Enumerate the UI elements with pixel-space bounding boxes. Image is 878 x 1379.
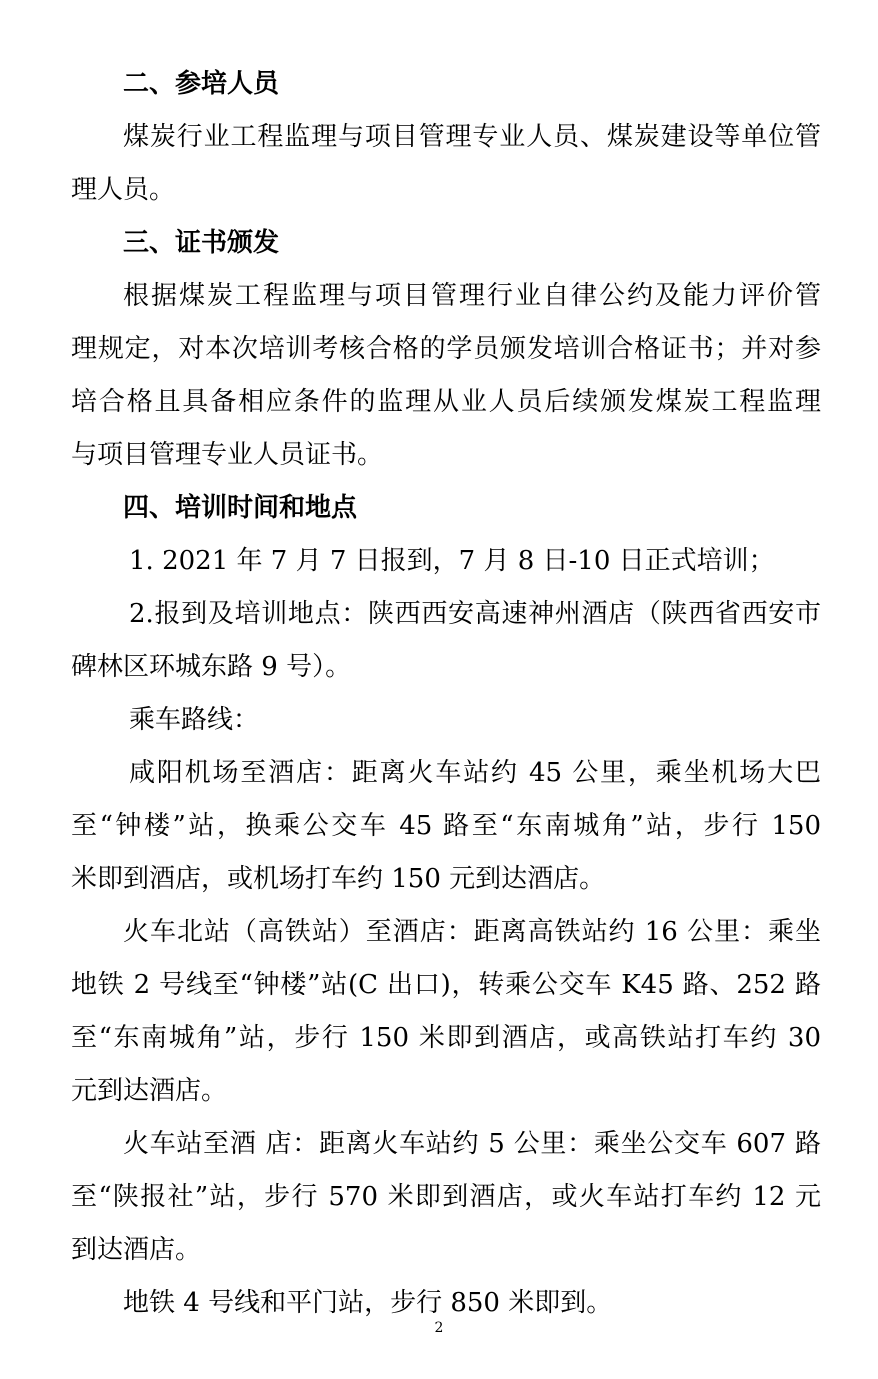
section-heading-certificate: 三、证书颁发 <box>123 228 280 258</box>
section-heading-participants: 二、参培人员 <box>123 69 280 99</box>
paragraph-line: 至“东南城角”站，步行 150 米即到酒店，或高铁站打车约 30 <box>71 1023 821 1053</box>
route-metro: 地铁 4 号线和平门站，步行 850 米即到。 <box>123 1288 613 1318</box>
paragraph-line: 根据煤炭工程监理与项目管理行业自律公约及能力评价管 <box>123 281 821 311</box>
page-number: 2 <box>434 1320 444 1336</box>
route-airport: 咸阳机场至酒店：距离火车站约 45 公里，乘坐机场大巴 <box>129 758 821 788</box>
paragraph-line: 煤炭行业工程监理与项目管理专业人员、煤炭建设等单位管 <box>123 122 821 152</box>
paragraph-line: 地铁 2 号线至“钟楼”站(C 出口)，转乘公交车 K45 路、252 路 <box>71 970 821 1000</box>
paragraph-line: 至“陕报社”站，步行 570 米即到酒店，或火车站打车约 12 元 <box>71 1182 821 1212</box>
paragraph-line: 理规定，对本次培训考核合格的学员颁发培训合格证书；并对参 <box>71 334 821 364</box>
paragraph-line: 培合格且具备相应条件的监理从业人员后续颁发煤炭工程监理 <box>71 387 821 417</box>
route-title: 乘车路线： <box>129 705 260 735</box>
route-north-station: 火车北站（高铁站）至酒店：距离高铁站约 16 公里：乘坐 <box>123 917 821 947</box>
paragraph-line: 与项目管理专业人员证书。 <box>71 440 384 470</box>
section-heading-time-place: 四、培训时间和地点 <box>123 493 358 523</box>
list-item-date: 1. 2021 年 7 月 7 日报到，7 月 8 日-10 日正式培训； <box>129 546 775 576</box>
paragraph-line: 至“钟楼”站，换乘公交车 45 路至“东南城角”站，步行 150 <box>71 811 821 841</box>
paragraph-line: 米即到酒店，或机场打车约 150 元到达酒店。 <box>71 864 606 894</box>
list-item-location: 2.报到及培训地点：陕西西安高速神州酒店（陕西省西安市 <box>129 599 821 629</box>
paragraph-line: 到达酒店。 <box>71 1235 202 1265</box>
paragraph-line: 理人员。 <box>71 175 176 205</box>
paragraph-line: 元到达酒店。 <box>71 1076 228 1106</box>
paragraph-line: 碑林区环城东路 9 号）。 <box>71 652 352 682</box>
route-train-station: 火车站至酒 店：距离火车站约 5 公里：乘坐公交车 607 路 <box>123 1129 821 1159</box>
